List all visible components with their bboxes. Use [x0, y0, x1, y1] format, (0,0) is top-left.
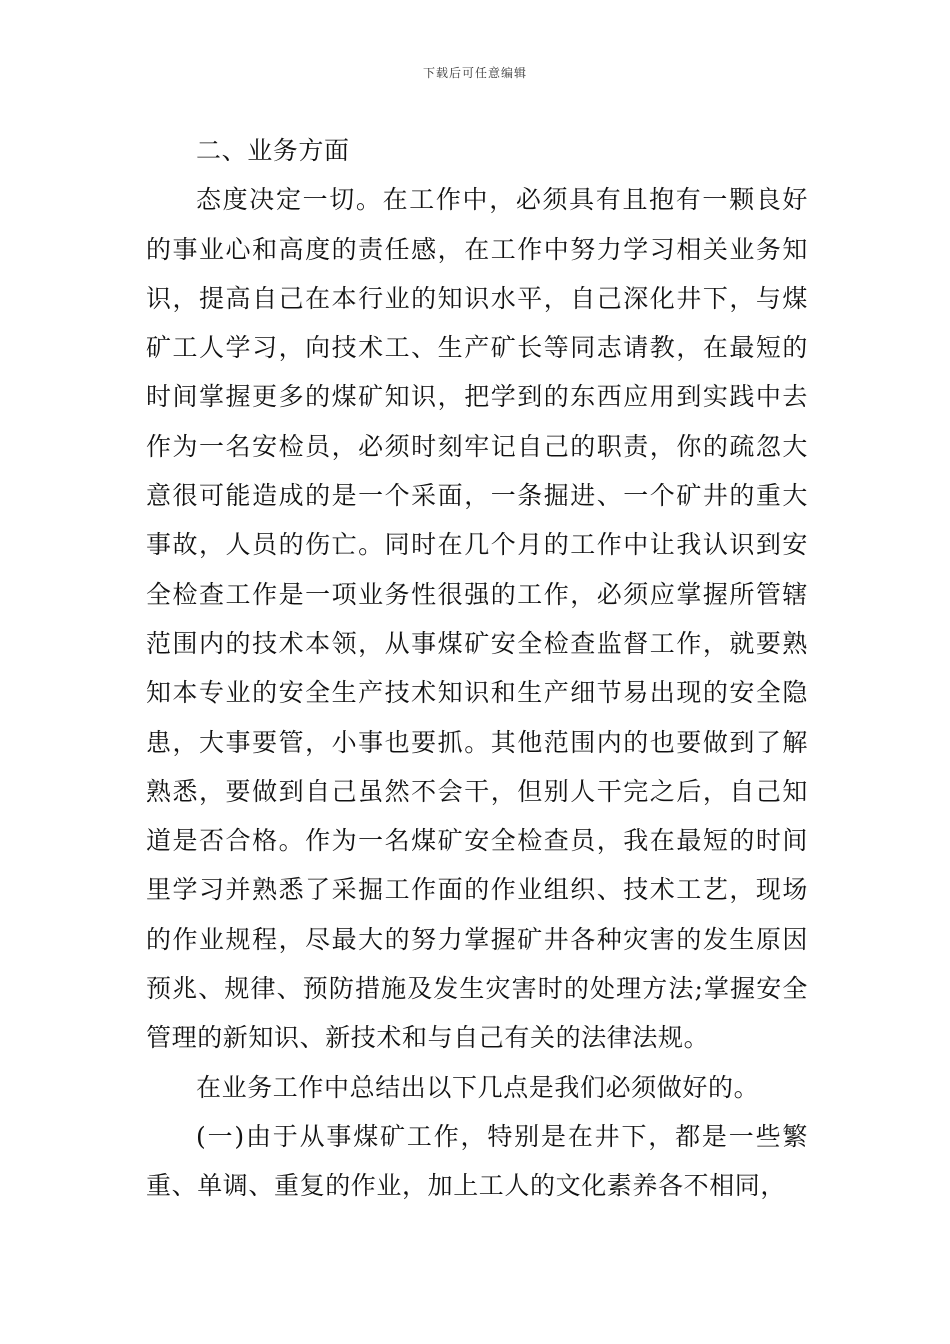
document-body [146, 126, 808, 1211]
paragraph-summary: 在业务工作中总结出以下几点是我们必须做好的。 [196, 1072, 760, 1102]
paragraph-point-one: (一)由于从事煤矿工作，特别是在井下，都是一些繁重、单调、重复的作业，加上工人的文化素养各不相同， [146, 1121, 808, 1201]
section-heading: 二、业务方面 [196, 136, 350, 165]
editable-note: 下载后可任意编辑 [422, 66, 527, 80]
paragraph-attitude: 态度决定一切。在工作中，必须具有且抱有一颗良好的事业心和高度的责任感，在工作中努力学习相关业务知识，提高自己在本行业的知识水平，自己深化井下，与煤矿工人学习，向技术工、生产矿长等同志请教，在最短的时间掌握更多的煤矿知识，把学到的东西应用到实践中去作为一名安检员，必须时刻牢记自己的职责，你的疏忽大意很可能造成的是一个采面，一条掘进、一个矿井的重大事故，人员的伤亡。同时在几个月的工作中让我认识到安全检查工作是一项业务性很强的工作，必须应掌握所管辖范围内的技术本领，从事煤矿安全检查监督工作，就要熟知本专业的安全生产技术知识和生产细节易出现的安全隐患，大事要管，小事也要抓。其他范围内的也要做到了解熟悉，要做到自己虽然不会干，但别人干完之后，自己知道是否合格。作为一名煤矿安全检查员，我在最短的时间里学习并熟悉了采掘工作面的作业组织、技术工艺，现场的作业规程，尽最大的努力掌握矿井各种灾害的发生原因预兆、规律、预防措施及发生灾害时的处理方法;掌握安全管理的新知识、新技术和与自己有关的法律法规。 [146, 185, 808, 1053]
